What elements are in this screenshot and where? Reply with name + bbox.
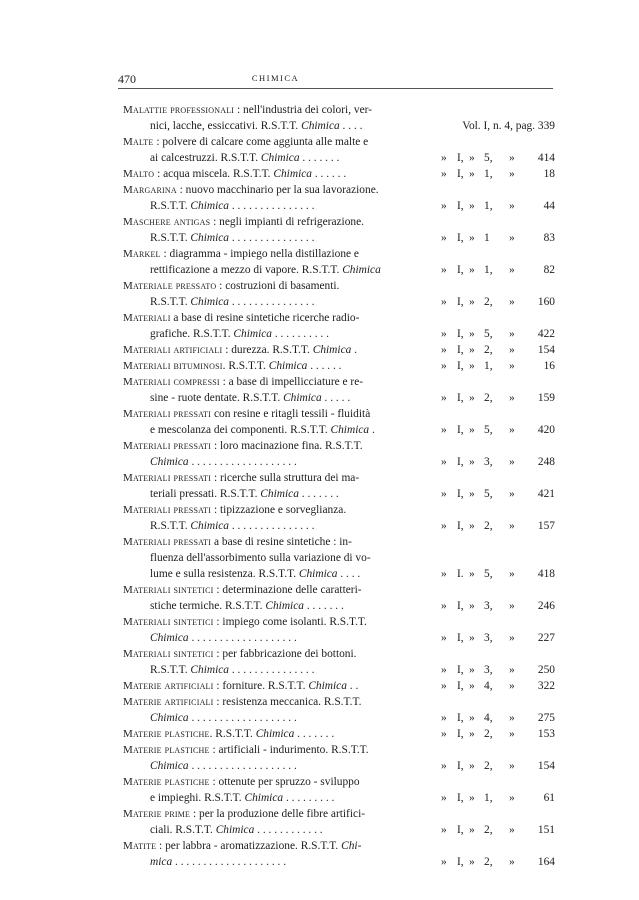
reference-volume: I, [457, 456, 464, 468]
ditto-mark: » [509, 328, 515, 340]
ditto-mark: » [509, 200, 515, 212]
entry-reference [429, 390, 555, 406]
ditto-mark: » [469, 152, 475, 164]
entry-continuation-line: R.S.T.T. Chimica . . . . . . . . . . . . . . . [150, 520, 315, 532]
index-entry [123, 838, 555, 870]
ditto-mark: » [509, 712, 515, 724]
entry-reference [429, 662, 555, 678]
ditto-mark: » [509, 456, 515, 468]
ditto-mark: » [509, 264, 515, 276]
entry-continuation-line: R.S.T.T. Chimica . . . . . . . . . . . . . . . [150, 296, 315, 308]
index-entry [123, 310, 555, 342]
ditto-mark: » [441, 488, 447, 500]
ditto-mark: » [509, 856, 515, 868]
entry-continuation-line: Chimica . . . . . . . . . . . . . . . . . . . [150, 760, 297, 772]
entry-heading-line: Markel : diagramma - impiego nella distillazione e [123, 248, 359, 260]
section-title: CHIMICA [251, 73, 300, 83]
reference-volume: I, [457, 760, 464, 772]
reference-number: 2, [484, 824, 493, 836]
index-entry [123, 646, 555, 678]
entry-reference [429, 678, 555, 694]
entry-continuation-line: ai calcestruzzi. R.S.T.T. Chimica . . . . . . . [150, 152, 340, 164]
reference-number: 3, [484, 600, 493, 612]
ditto-mark: » [469, 664, 475, 676]
page-header [118, 72, 433, 88]
reference-volume: I, [457, 680, 464, 692]
entry-heading-line: Materie plastiche : ottenute per spruzzo - sviluppo [123, 776, 360, 788]
ditto-mark: » [441, 296, 447, 308]
reference-number: 3, [484, 664, 493, 676]
reference-number: 2, [484, 296, 493, 308]
index-entry [123, 614, 555, 646]
entry-reference [429, 358, 555, 374]
ditto-mark: » [441, 424, 447, 436]
entry-reference [429, 790, 555, 806]
reference-page: 227 [537, 632, 555, 644]
ditto-mark: » [469, 328, 475, 340]
entry-heading-line: Materie plastiche. R.S.T.T. Chimica . . . . . . . [123, 728, 335, 740]
ditto-mark: » [509, 632, 515, 644]
reference-page: 414 [537, 152, 555, 164]
ditto-mark: » [509, 232, 515, 244]
ditto-mark: » [441, 232, 447, 244]
index-entry [123, 406, 555, 438]
ditto-mark: » [469, 392, 475, 404]
entry-heading-line: Materie prime : per la produzione delle fibre artifici- [123, 808, 366, 820]
ditto-mark: » [441, 712, 447, 724]
ditto-mark: » [441, 152, 447, 164]
reference-number: 5, [484, 568, 493, 580]
entry-continuation-line: lume e sulla resistenza. R.S.T.T. Chimica . . . . [150, 568, 361, 580]
reference-volume: I, [457, 520, 464, 532]
reference-page: 18 [543, 168, 555, 180]
ditto-mark: » [509, 296, 515, 308]
entry-reference [429, 230, 555, 246]
reference-page: 16 [543, 360, 555, 372]
ditto-mark: » [469, 728, 475, 740]
reference-page: 420 [537, 424, 555, 436]
entry-reference [429, 486, 555, 502]
reference-page: 44 [543, 200, 555, 212]
reference-volume: I, [457, 392, 464, 404]
index-entry [123, 678, 555, 694]
reference-page: 322 [537, 680, 555, 692]
entry-reference [429, 726, 555, 742]
ditto-mark: » [509, 168, 515, 180]
ditto-mark: » [441, 520, 447, 532]
ditto-mark: » [469, 792, 475, 804]
ditto-mark: » [509, 664, 515, 676]
ditto-mark: » [509, 152, 515, 164]
entry-reference [429, 854, 555, 870]
entry-continuation-line: sine - ruote dentate. R.S.T.T. Chimica . . . . . [150, 392, 351, 404]
reference-page: 61 [543, 792, 555, 804]
index-entry [123, 102, 555, 134]
index-entry [123, 214, 555, 246]
reference-number: 1, [484, 360, 493, 372]
entry-continuation-line: stiche termiche. R.S.T.T. Chimica . . . . . . . [150, 600, 344, 612]
entry-continuation-line: e impieghi. R.S.T.T. Chimica . . . . . . . . . [150, 792, 335, 804]
ditto-mark: » [469, 520, 475, 532]
ditto-mark: » [441, 600, 447, 612]
reference-page: 250 [537, 664, 555, 676]
entry-heading-line: Margarina : nuovo macchinario per la sua lavorazione. [123, 184, 379, 196]
reference-page: 157 [537, 520, 555, 532]
entry-heading-line: Materiali bituminosi. R.S.T.T. Chimica . . . . . . [123, 360, 342, 372]
entry-continuation-line: teriali pressati. R.S.T.T. Chimica . . . . . . . [150, 488, 339, 500]
entry-reference [429, 118, 555, 134]
entry-heading-line: Materiali sintetici : impiego come isolanti. R.S.T.T. [123, 616, 367, 628]
reference-volume: I, [457, 360, 464, 372]
ditto-mark: » [469, 856, 475, 868]
reference-page: 83 [543, 232, 555, 244]
reference-page: 153 [537, 728, 555, 740]
reference-volume: I, [457, 664, 464, 676]
reference-volume: I, [457, 488, 464, 500]
index-entry [123, 246, 555, 278]
reference-page: 154 [537, 344, 555, 356]
entry-continuation-line: e mescolanza dei componenti. R.S.T.T. Chimica . [150, 424, 375, 436]
index-entry [123, 534, 555, 582]
ditto-mark: » [441, 568, 447, 580]
reference-number: 1, [484, 200, 493, 212]
reference-volume: I, [457, 152, 464, 164]
index-entry [123, 726, 555, 742]
entry-heading-line: Malte : polvere di calcare come aggiunta alle malte e [123, 136, 369, 148]
ditto-mark: » [469, 760, 475, 772]
entry-continuation-line: R.S.T.T. Chimica . . . . . . . . . . . . . . . [150, 232, 315, 244]
ditto-mark: » [441, 328, 447, 340]
entry-reference [429, 822, 555, 838]
ditto-mark: » [509, 792, 515, 804]
reference-page: 160 [537, 296, 555, 308]
ditto-mark: » [441, 728, 447, 740]
entry-heading-line: Materiali a base di resine sintetiche ricerche radio- [123, 312, 360, 324]
ditto-mark: » [441, 856, 447, 868]
ditto-mark: » [441, 200, 447, 212]
entry-reference [429, 198, 555, 214]
index-entry [123, 774, 555, 806]
reference-volume: I, [457, 632, 464, 644]
entry-continuation-line: nici, lacche, essiccativi. R.S.T.T. Chimica . . . . [150, 120, 363, 132]
index-entry [123, 358, 555, 374]
index-entry [123, 166, 555, 182]
reference-page: 159 [537, 392, 555, 404]
ditto-mark: » [509, 680, 515, 692]
index-entry [123, 742, 555, 774]
reference-volume: I, [457, 328, 464, 340]
reference-volume: I, [457, 600, 464, 612]
reference-number: 2, [484, 344, 493, 356]
ditto-mark: » [469, 168, 475, 180]
header-rule [118, 88, 553, 89]
reference-page: 248 [537, 456, 555, 468]
ditto-mark: » [469, 568, 475, 580]
entry-heading-line: Materiali sintetici : determinazione delle caratteri- [123, 584, 362, 596]
reference-page: 151 [537, 824, 555, 836]
ditto-mark: » [469, 344, 475, 356]
index-entry [123, 182, 555, 214]
reference-number: 3, [484, 632, 493, 644]
entry-reference [429, 630, 555, 646]
reference-number: 1, [484, 264, 493, 276]
entry-heading-line: Materiali artificiali : durezza. R.S.T.T. Chimica . [123, 344, 358, 356]
entry-continuation-line: ciali. R.S.T.T. Chimica . . . . . . . . . . . . [150, 824, 323, 836]
ditto-mark: » [441, 456, 447, 468]
entry-heading-line: Materiali pressati con resine e ritagli tessili - fluidità [123, 408, 371, 420]
reference-volume: I, [457, 712, 464, 724]
ditto-mark: » [469, 264, 475, 276]
ditto-mark: » [509, 360, 515, 372]
ditto-mark: » [441, 680, 447, 692]
ditto-mark: » [509, 520, 515, 532]
entry-heading-line: Materiali pressati a base di resine sintetiche : in- [123, 536, 352, 548]
index-entry [123, 806, 555, 838]
reference-volume: I, [457, 424, 464, 436]
reference-number: 2, [484, 760, 493, 772]
index-entry [123, 374, 555, 406]
reference-volume: I, [457, 728, 464, 740]
ditto-mark: » [509, 424, 515, 436]
entry-heading-line: Malto : acqua miscela. R.S.T.T. Chimica . . . . . . [123, 168, 347, 180]
reference-number: 5, [484, 424, 493, 436]
reference-volume: I. [457, 568, 464, 580]
ditto-mark: » [469, 824, 475, 836]
entry-reference [429, 518, 555, 534]
ditto-mark: » [469, 360, 475, 372]
entry-reference [429, 326, 555, 342]
entry-reference [429, 598, 555, 614]
reference-volume: I, [457, 296, 464, 308]
index-entry [123, 278, 555, 310]
entry-continuation-line: fluenza dell'assorbimento sulla variazione di vo- [150, 552, 371, 564]
entry-heading-line: Materiali pressati : loro macinazione fina. R.S.T.T. [123, 440, 363, 452]
entry-heading-line: Materiali pressati : tipizzazione e sorveglianza. [123, 504, 347, 516]
entry-continuation-line: R.S.T.T. Chimica . . . . . . . . . . . . . . . [150, 664, 315, 676]
ditto-mark: » [509, 392, 515, 404]
reference-number: 5, [484, 152, 493, 164]
reference-volume: I, [457, 168, 464, 180]
ditto-mark: » [509, 728, 515, 740]
ditto-mark: » [469, 488, 475, 500]
entry-reference [429, 758, 555, 774]
reference-number: 2, [484, 856, 493, 868]
ditto-mark: » [509, 760, 515, 772]
index-entry [123, 134, 555, 166]
ditto-mark: » [441, 792, 447, 804]
ditto-mark: » [441, 264, 447, 276]
index-entry [123, 438, 555, 470]
entry-reference [429, 294, 555, 310]
ditto-mark: » [509, 600, 515, 612]
reference-page: 82 [543, 264, 555, 276]
entry-reference [429, 166, 555, 182]
ditto-mark: » [441, 168, 447, 180]
ditto-mark: » [469, 600, 475, 612]
entry-heading-line: Materiali compressi : a base di impellicciature e re- [123, 376, 364, 388]
ditto-mark: » [509, 488, 515, 500]
page-number: 470 [118, 72, 136, 86]
ditto-mark: » [509, 824, 515, 836]
entry-heading-line: Materie artificiali : forniture. R.S.T.T. Chimica . . [123, 680, 359, 692]
reference-page: 421 [537, 488, 555, 500]
reference-number: 2, [484, 392, 493, 404]
entry-continuation-line: Chimica . . . . . . . . . . . . . . . . . . . [150, 712, 297, 724]
reference-number: 1, [484, 168, 493, 180]
entry-reference [429, 454, 555, 470]
reference-volume: I, [457, 232, 464, 244]
entry-heading-line: Materiali sintetici : per fabbricazione dei bottoni. [123, 648, 357, 660]
entry-reference [429, 710, 555, 726]
index-entry [123, 694, 555, 726]
reference-page: 164 [537, 856, 555, 868]
reference-page: 422 [537, 328, 555, 340]
index-entries [123, 102, 555, 870]
ditto-mark: » [469, 632, 475, 644]
ditto-mark: » [441, 664, 447, 676]
reference-volume: I, [457, 792, 464, 804]
entry-heading-line: Materie artificiali : resistenza meccanica. R.S.T.T. [123, 696, 362, 708]
reference-number: 1, [484, 792, 493, 804]
reference-number: 4, [484, 680, 493, 692]
reference-number: 1 [484, 232, 490, 244]
reference-number: 5, [484, 488, 493, 500]
reference-number: 2, [484, 520, 493, 532]
reference-volume: I, [457, 824, 464, 836]
ditto-mark: » [441, 344, 447, 356]
entry-heading-line: Materie plastiche : artificiali - indurimento. R.S.T.T. [123, 744, 369, 756]
reference-volume: I, [457, 856, 464, 868]
reference-number: 4, [484, 712, 493, 724]
ditto-mark: » [441, 392, 447, 404]
reference-text: Vol. I, n. 4, pag. 339 [462, 120, 555, 132]
index-entry [123, 502, 555, 534]
reference-page: 418 [537, 568, 555, 580]
entry-reference [429, 262, 555, 278]
entry-heading-line: Matite : per labbra - aromatizzazione. R.S.T.T. Chi- [123, 840, 362, 852]
ditto-mark: » [469, 680, 475, 692]
entry-heading-line: Malattie professionali : nell'industria dei colori, ver- [123, 104, 372, 116]
ditto-mark: » [469, 232, 475, 244]
reference-volume: I, [457, 264, 464, 276]
entry-reference [429, 566, 555, 582]
entry-continuation-line: Chimica . . . . . . . . . . . . . . . . . . . [150, 632, 297, 644]
entry-continuation-line: Chimica . . . . . . . . . . . . . . . . . . . [150, 456, 297, 468]
entry-reference [429, 150, 555, 166]
reference-page: 246 [537, 600, 555, 612]
reference-number: 2, [484, 728, 493, 740]
entry-reference [429, 342, 555, 358]
reference-number: 5, [484, 328, 493, 340]
index-entry [123, 582, 555, 614]
reference-volume: I, [457, 200, 464, 212]
ditto-mark: » [469, 296, 475, 308]
ditto-mark: » [441, 760, 447, 772]
ditto-mark: » [509, 568, 515, 580]
ditto-mark: » [509, 344, 515, 356]
ditto-mark: » [441, 632, 447, 644]
entry-continuation-line: mica . . . . . . . . . . . . . . . . . . . . [150, 856, 287, 868]
reference-page: 154 [537, 760, 555, 772]
ditto-mark: » [469, 200, 475, 212]
reference-page: 275 [537, 712, 555, 724]
ditto-mark: » [469, 456, 475, 468]
entry-heading-line: Maschere antigas : negli impianti di refrigerazione. [123, 216, 365, 228]
index-entry [123, 342, 555, 358]
ditto-mark: » [441, 360, 447, 372]
reference-number: 3, [484, 456, 493, 468]
entry-continuation-line: rettificazione a mezzo di vapore. R.S.T.T. Chimica [150, 264, 381, 276]
ditto-mark: » [441, 824, 447, 836]
reference-volume: I, [457, 344, 464, 356]
entry-reference [429, 422, 555, 438]
ditto-mark: » [469, 424, 475, 436]
entry-heading-line: Materiale pressato : costruzioni di basamenti. [123, 280, 340, 292]
index-entry [123, 470, 555, 502]
entry-continuation-line: R.S.T.T. Chimica . . . . . . . . . . . . . . . [150, 200, 315, 212]
entry-heading-line: Materiali pressati : ricerche sulla struttura dei ma- [123, 472, 360, 484]
entry-continuation-line: grafiche. R.S.T.T. Chimica . . . . . . . . . . [150, 328, 329, 340]
ditto-mark: » [469, 712, 475, 724]
